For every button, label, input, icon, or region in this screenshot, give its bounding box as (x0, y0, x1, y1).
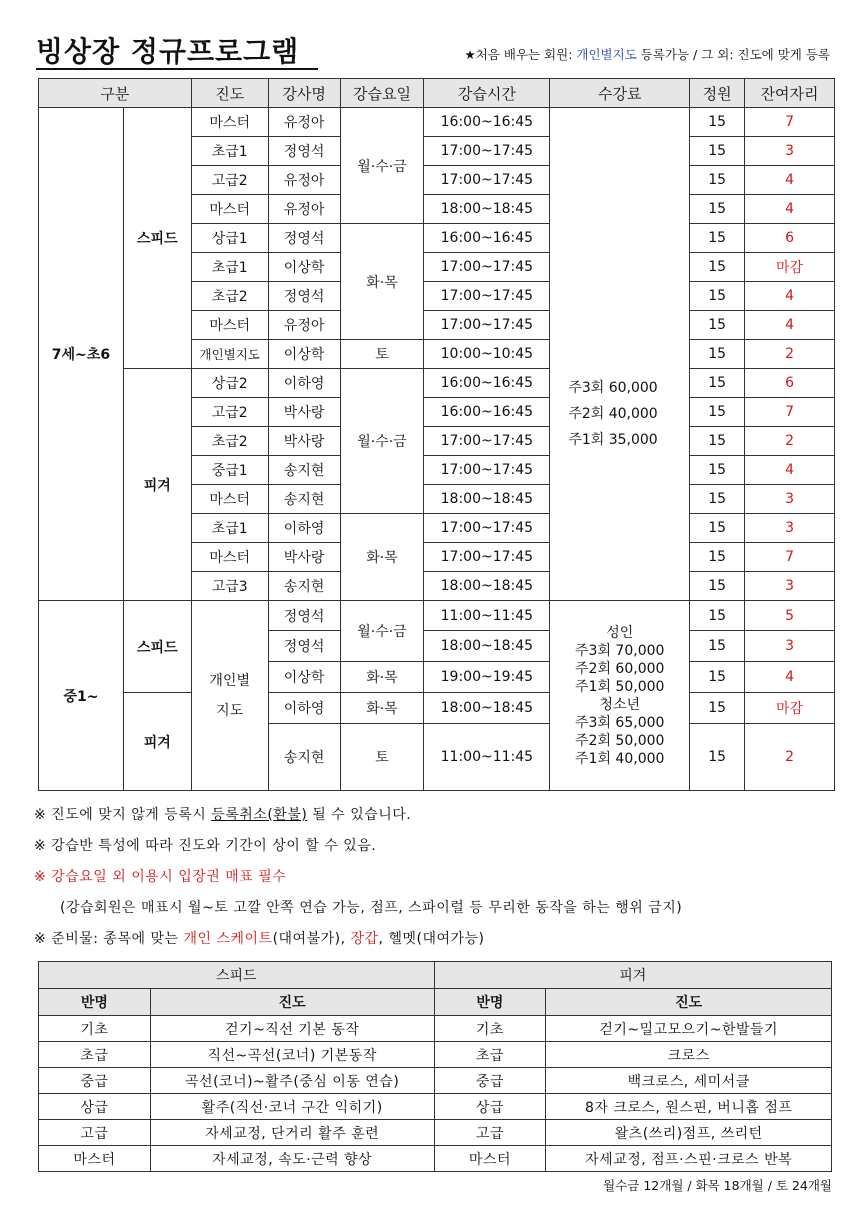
table-row: 마스터 유정아 18:00~18:45 15 4 (39, 195, 835, 224)
schedule-table (38, 78, 835, 791)
age-group-kids: 7세~초6 (39, 108, 124, 601)
figure-category: 피겨 (123, 369, 191, 601)
level-table: 스피드 피겨 반명 진도 반명 진도 기초 걷기~직선 기본 동작 기초 걷기~밀고모으기~한발들기 초급 직선~곡선(코너) 기본동작 초급 크로스 중급 곡선(코너)~활주(중심 이동 연습) 중급 백크로스, 세미서클 상급 활주(직선·코너 구간 익히기) 상급 8자 크로스, 원스핀, 버니홉 점프 고급 자세교정, 단거리 활주 훈련 고급 왈츠(쓰리)점프, 쓰리턴 마스터 자세교정, 속도·근력 향상 마스터 자세교정, 점프·스핀·크로스 반복 (38, 961, 832, 1172)
title-underline (36, 68, 318, 70)
figure-title: 피겨 (434, 962, 832, 989)
table-row: 초급2 정영석 17:00~17:45 15 4 (39, 282, 835, 311)
page-title: 빙상장 정규프로그램 (36, 35, 300, 68)
table-row: 7세~초6 스피드 마스터 유정아 월·수·금 16:00~16:45 주3회 60,000 주2회 40,000 주1회 35,000 15 7 (39, 108, 835, 137)
days-cell: 토 (340, 340, 424, 369)
days-cell: 화·목 (340, 514, 424, 601)
days-cell: 월·수·금 (340, 601, 424, 662)
speed-category: 스피드 (123, 601, 191, 693)
table-row: 중급1 송지현 17:00~17:45 15 4 (39, 456, 835, 485)
table-row: 개인별지도 이상학 토 10:00~10:45 15 2 (39, 340, 835, 369)
table-row: 고급3 송지현 18:00~18:45 15 3 (39, 572, 835, 601)
table-row: 중급 곡선(코너)~활주(중심 이동 연습) 중급 백크로스, 세미서클 (39, 1068, 832, 1094)
header-remaining: 잔여자리 (745, 79, 835, 108)
table-row: 송지현 토 11:00~11:45 15 2 (39, 724, 835, 791)
header-fee: 수강료 (550, 79, 690, 108)
speed-category: 스피드 (123, 108, 191, 369)
table-row: 정영석 18:00~18:45 15 3 (39, 631, 835, 662)
table-header-row (39, 79, 835, 108)
table-row: 상급1 정영석 화·목 16:00~16:45 15 6 (39, 224, 835, 253)
table-row: 고급2 유정아 17:00~17:45 15 4 (39, 166, 835, 195)
table-row: 초급2 박사랑 17:00~17:45 15 2 (39, 427, 835, 456)
table-row: 초급1 이하영 화·목 17:00~17:45 15 3 (39, 514, 835, 543)
header-time: 강습시간 (424, 79, 550, 108)
table-row: 이상학 화·목 19:00~19:45 15 4 (39, 662, 835, 693)
header-level: 진도 (191, 79, 268, 108)
table-row: 마스터 박사랑 17:00~17:45 15 7 (39, 543, 835, 572)
table-row: 중1~ 스피드 개인별 지도 정영석 월·수·금 11:00~11:45 성인 주3회 70,000 주2회 60,000 주1회 50,000 청소년 주3회 65,000 주2회 50,000 주1회 40,000 15 5 (39, 601, 835, 631)
table-row: 상급 활주(직선·코너 구간 익히기) 상급 8자 크로스, 원스핀, 버니홉 점프 (39, 1094, 832, 1120)
table-row: 초급1 정영석 17:00~17:45 15 3 (39, 137, 835, 166)
rule-line: ※ 강습요일 외 이용시 입장권 매표 필수 (34, 869, 287, 885)
rules-notice (34, 800, 834, 955)
header-days: 강습요일 (340, 79, 424, 108)
header-category: 구분 (39, 79, 192, 108)
table-row: 피겨 상급2 이하영 월·수·금 16:00~16:45 15 6 (39, 369, 835, 398)
table-row: 고급2 박사랑 16:00~16:45 15 7 (39, 398, 835, 427)
days-cell: 화·목 (340, 224, 424, 340)
table-row: 피겨 이하영 화·목 18:00~18:45 15 마감 (39, 693, 835, 724)
duration-footer: 월수금 12개월 / 화목 18개월 / 토 24개월 (603, 1178, 832, 1193)
table-row: 마스터 유정아 17:00~17:45 15 4 (39, 311, 835, 340)
table-row: 마스터 송지현 18:00~18:45 15 3 (39, 485, 835, 514)
table-row: 기초 걷기~직선 기본 동작 기초 걷기~밀고모으기~한발들기 (39, 1016, 832, 1042)
star-icon: ★ (464, 47, 476, 62)
speed-title: 스피드 (39, 962, 435, 989)
table-row: 고급 자세교정, 단거리 활주 훈련 고급 왈츠(쓰리)점프, 쓰리턴 (39, 1120, 832, 1146)
table-row: 초급 직선~곡선(코너) 기본동작 초급 크로스 (39, 1042, 832, 1068)
registration-note: ★처음 배우는 회원: 개인별지도 등록가능 / 그 외: 진도에 맞게 등록 (464, 47, 830, 62)
rule-line: ※ 강습반 특성에 따라 진도와 기간이 상이 할 수 있음. (34, 838, 377, 854)
header-capacity: 정원 (690, 79, 745, 108)
rule-line: (강습회원은 매표시 월~토 고깔 안쪽 연습 가능, 점프, 스파이럴 등 무리한 동작을 하는 행위 금지) (60, 900, 683, 916)
figure-category: 피겨 (123, 693, 191, 791)
table-row: 마스터 자세교정, 속도·근력 향상 마스터 자세교정, 점프·스핀·크로스 반복 (39, 1146, 832, 1172)
rule-line: ※ 진도에 맞지 않게 등록시 등록취소(환불) 될 수 있습니다. (34, 807, 412, 823)
rule-line: ※ 준비물: 종목에 맞는 개인 스케이트(대여불가), 장갑, 헬멧(대여가능) (34, 931, 485, 947)
days-cell: 월·수·금 (340, 108, 424, 224)
fee-cell-kids: 주3회 60,000 주2회 40,000 주1회 35,000 (550, 108, 690, 601)
age-group-teen-adult: 중1~ (39, 601, 124, 791)
fee-cell-adult: 성인 주3회 70,000 주2회 60,000 주1회 50,000 청소년 주3회 65,000 주2회 50,000 주1회 40,000 (550, 601, 690, 791)
table-row: 초급1 이상학 17:00~17:45 15 마감 (39, 253, 835, 282)
header-coach: 강사명 (268, 79, 340, 108)
days-cell: 월·수·금 (340, 369, 424, 514)
private-lesson-cell: 개인별 지도 (191, 601, 268, 791)
